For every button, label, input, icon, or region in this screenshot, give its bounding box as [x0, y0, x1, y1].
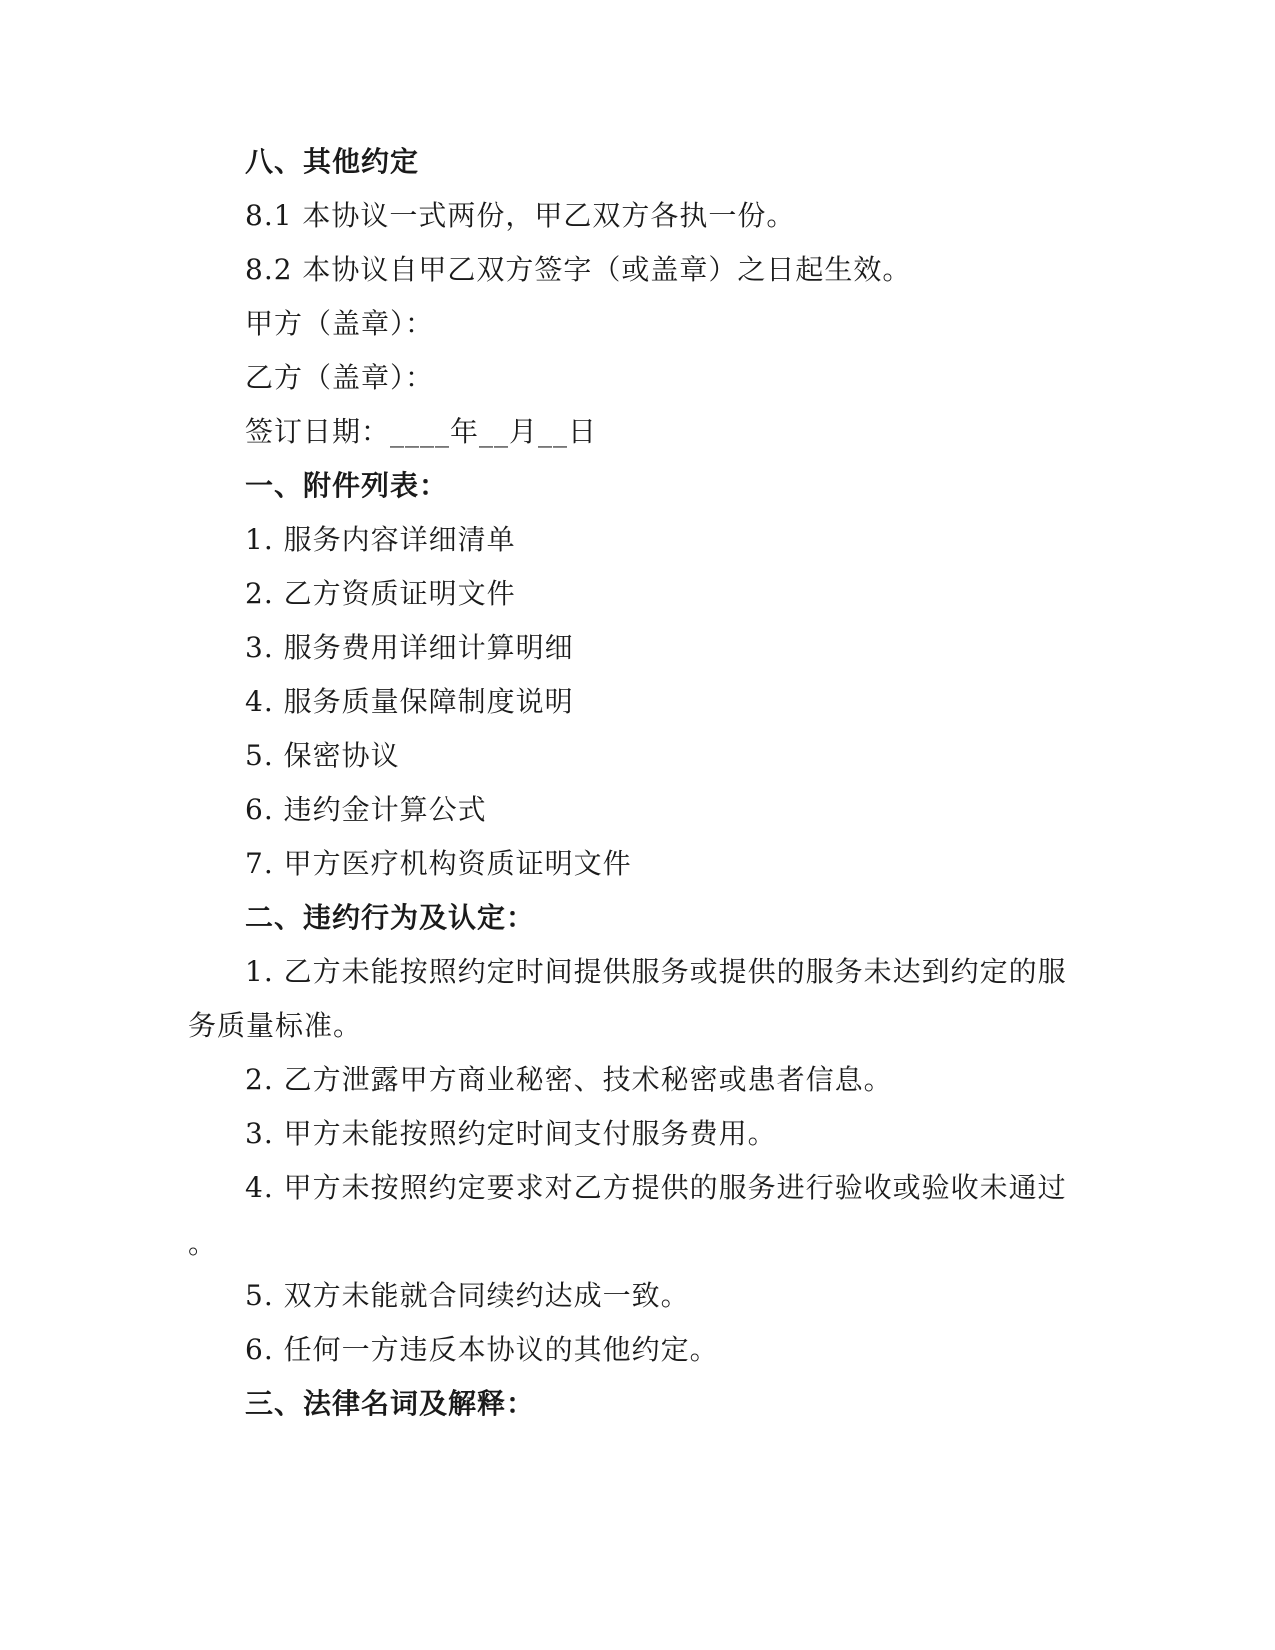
- section-8-heading: 八、其他约定: [245, 145, 420, 178]
- breach-item-5: 5. 双方未能就合同续约达成一致。: [245, 1279, 690, 1312]
- breach-item-4-line-1: 4. 甲方未按照约定要求对乙方提供的服务进行验收或验收未通过: [245, 1171, 1067, 1204]
- attachment-item: 6. 违约金计算公式: [245, 793, 487, 826]
- attachment-item: 4. 服务质量保障制度说明: [245, 685, 574, 718]
- breach-item-2: 2. 乙方泄露甲方商业秘密、技术秘密或患者信息。: [245, 1063, 893, 1096]
- breach-item-6: 6. 任何一方违反本协议的其他约定。: [245, 1333, 719, 1366]
- legal-terms-heading: 三、法律名词及解释：: [245, 1387, 536, 1420]
- breach-item-1-line-1: 1. 乙方未能按照约定时间提供服务或提供的服务未达到约定的服: [245, 955, 1067, 988]
- breach-item-3: 3. 甲方未能按照约定时间支付服务费用。: [245, 1117, 777, 1150]
- party-a-seal: 甲方（盖章）：: [245, 307, 435, 340]
- attachment-item: 1. 服务内容详细清单: [245, 523, 516, 556]
- breach-item-1-line-2: 务质量标准。: [188, 1009, 363, 1042]
- attachment-item: 5. 保密协议: [245, 739, 400, 772]
- clause-8-1: 8.1 本协议一式两份，甲乙双方各执一份。: [245, 199, 796, 232]
- attachment-item: 2. 乙方资质证明文件: [245, 577, 516, 610]
- party-b-seal: 乙方（盖章）：: [245, 361, 435, 394]
- clause-8-2: 8.2 本协议自甲乙双方签字（或盖章）之日起生效。: [245, 253, 912, 286]
- attachment-item: 3. 服务费用详细计算明细: [245, 631, 574, 664]
- breach-heading: 二、违约行为及认定：: [245, 901, 536, 934]
- attachment-item: 7. 甲方医疗机构资质证明文件: [245, 847, 632, 880]
- attachments-heading: 一、附件列表：: [245, 469, 449, 502]
- sign-date: 签订日期：____年__月__日: [245, 415, 598, 448]
- breach-item-4-line-2: 。: [188, 1227, 218, 1260]
